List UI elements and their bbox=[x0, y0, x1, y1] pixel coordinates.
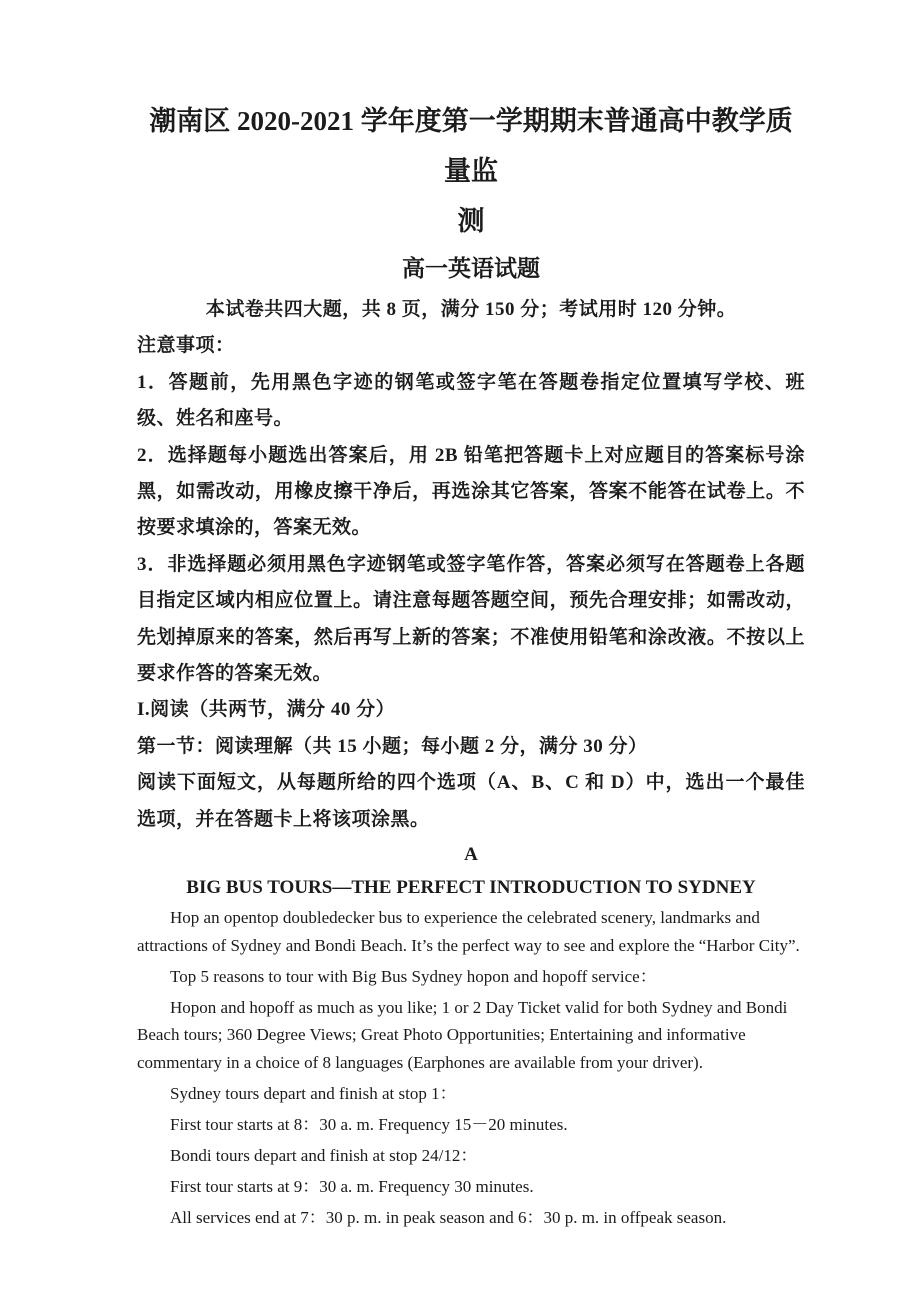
section-reading-instructions: 阅读下面短文，从每题所给的四个选项（A、B、C 和 D）中，选出一个最佳选项，并在答题卡上将该项涂黑。 bbox=[137, 772, 805, 830]
exam-title bbox=[137, 96, 805, 246]
notice-item-3: 3．非选择题必须用黑色字迹钢笔或签字笔作答，答案必须写在答题卷上各题目指定区域内相应位置上。请注意每题答题空间，预先合理安排；如需改动，先划掉原来的答案，然后再写上新的答案；不准使用铅笔和涂改液。不按以上要求作答的答案无效。 bbox=[137, 553, 805, 685]
passage-a-label: A bbox=[464, 844, 478, 866]
exam-subtitle: 高一英语试题 bbox=[402, 256, 540, 281]
notice-item-1: 1．答题前，先用黑色字迹的钢笔或签字笔在答题卷指定位置填写学校、班级、姓名和座号。 bbox=[137, 371, 805, 430]
passage-a-heading: BIG BUS TOURS—THE PERFECT INTRODUCTION TO SYDNEY bbox=[186, 877, 756, 899]
passage-a-paragraph: Bondi tours depart and finish at stop 24/12： bbox=[170, 1145, 478, 1165]
exam-title-line-1: 潮南区 2020-2021 学年度第一学期期末普通高中教学质量监 bbox=[149, 106, 793, 186]
passage-a-paragraph: Hop an opentop doubledecker bus to experience the celebrated scenery, landmarks and attractions of Sydney and Bondi Beach. It’s the perfect way to see and explore the “Harbor City”. bbox=[137, 908, 800, 955]
passage-a-paragraph: First tour starts at 9：30 a. m. Frequency 30 minutes. bbox=[170, 1176, 534, 1196]
notice-heading: 注意事项： bbox=[137, 335, 235, 357]
passage-a-paragraph: First tour starts at 8：30 a. m. Frequency 15－20 minutes. bbox=[170, 1114, 568, 1134]
passage-a-paragraph: Top 5 reasons to tour with Big Bus Sydney hopon and hopoff service： bbox=[170, 966, 657, 986]
section-reading-heading: I.阅读（共两节，满分 40 分） bbox=[137, 699, 396, 721]
passage-a-paragraph: Sydney tours depart and finish at stop 1： bbox=[170, 1083, 457, 1103]
notice-item-2: 2．选择题每小题选出答案后，用 2B 铅笔把答题卡上对应题目的答案标号涂黑，如需改动，用橡皮擦干净后，再选涂其它答案，答案不能答在试卷上。不按要求填涂的，答案无效。 bbox=[137, 444, 805, 539]
passage-a-paragraph: Hopon and hopoff as much as you like; 1 or 2 Day Ticket valid for both Sydney and Bondi Beach tours; 360 Degree Views; Great Photo Opportunities; Entertaining and informative commentary in a choice of 8 languages (Earphones are available from your driver). bbox=[137, 997, 788, 1072]
exam-title-line-2: 测 bbox=[457, 206, 485, 236]
exam-info-line: 本试卷共四大题，共 8 页，满分 150 分；考试用时 120 分钟。 bbox=[205, 299, 737, 320]
section-reading-part-heading: 第一节：阅读理解（共 15 小题；每小题 2 分，满分 30 分） bbox=[137, 735, 648, 757]
passage-a-paragraph: All services end at 7：30 p. m. in peak season and 6：30 p. m. in offpeak season. bbox=[170, 1207, 727, 1227]
